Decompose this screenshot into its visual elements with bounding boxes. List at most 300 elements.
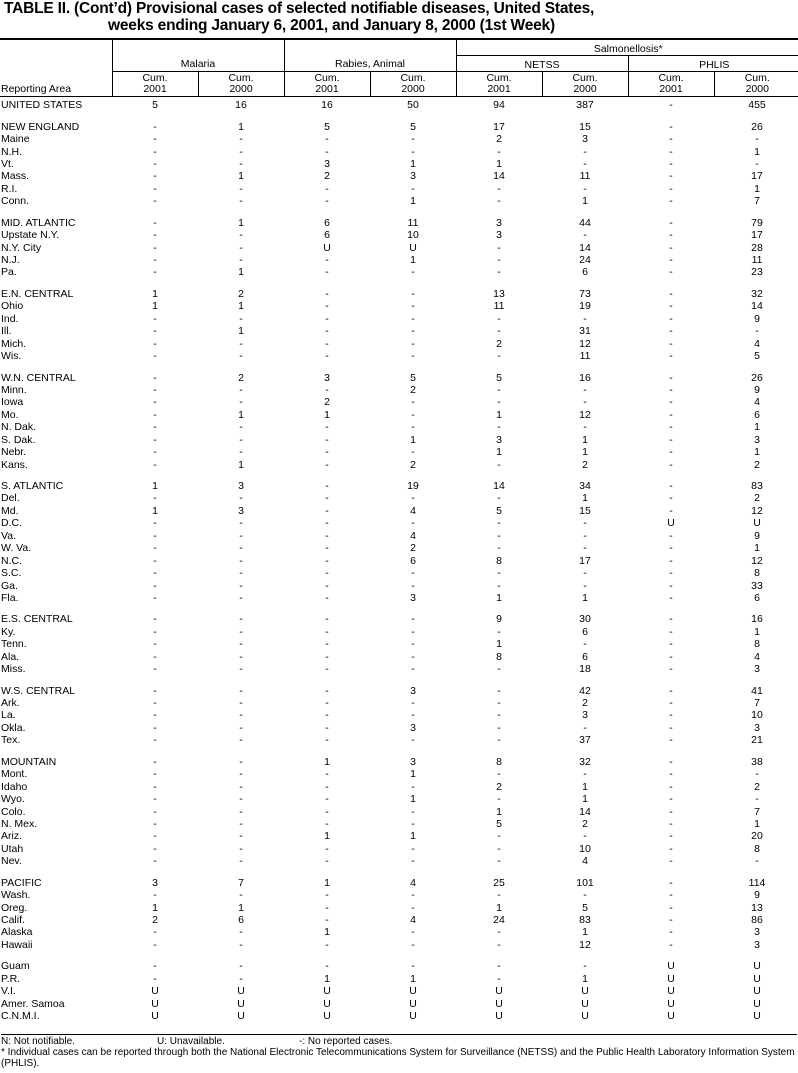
- reporting-area-cell: E.S. CENTRAL: [1, 613, 73, 626]
- value-cell: 14: [579, 805, 591, 818]
- reporting-area-cell: Ky.: [1, 625, 16, 638]
- value-cell: -: [325, 901, 329, 914]
- value-cell: -: [153, 383, 157, 396]
- value-cell: 3: [410, 684, 416, 697]
- table-row: [0, 492, 798, 504]
- value-cell: -: [325, 914, 329, 927]
- value-cell: -: [497, 938, 501, 951]
- value-cell: -: [583, 579, 587, 592]
- value-cell: 2: [496, 337, 502, 350]
- value-cell: -: [583, 229, 587, 242]
- reporting-area-cell: Maine: [1, 133, 30, 146]
- value-cell: -: [153, 650, 157, 663]
- value-cell: 6: [410, 554, 416, 567]
- value-cell: 15: [579, 120, 591, 133]
- rabies-cum-2001-header: Cum. 2001: [284, 72, 370, 97]
- value-cell: -: [153, 216, 157, 229]
- value-cell: -: [325, 889, 329, 902]
- table-row: [0, 554, 798, 566]
- value-cell: 1: [496, 901, 502, 914]
- value-cell: -: [325, 697, 329, 710]
- data-table-container: [0, 38, 798, 1022]
- value-cell: -: [239, 697, 243, 710]
- value-cell: 6: [754, 408, 760, 421]
- value-cell: -: [411, 926, 415, 939]
- value-cell: -: [153, 145, 157, 158]
- value-cell: -: [411, 960, 415, 973]
- value-cell: 1: [582, 492, 588, 505]
- value-cell: -: [669, 567, 673, 580]
- value-cell: 3: [410, 755, 416, 768]
- reporting-area-cell: Minn.: [1, 383, 27, 396]
- value-cell: 4: [754, 396, 760, 409]
- value-cell: -: [497, 241, 501, 254]
- value-cell: -: [669, 554, 673, 567]
- value-cell: -: [239, 350, 243, 363]
- value-cell: -: [669, 480, 673, 493]
- table-row: [0, 830, 798, 842]
- group-spacer: [0, 951, 798, 960]
- value-cell: 1: [582, 433, 588, 446]
- value-cell: U: [667, 1010, 675, 1023]
- value-cell: -: [325, 780, 329, 793]
- value-cell: -: [669, 926, 673, 939]
- value-cell: 38: [751, 755, 763, 768]
- value-cell: -: [325, 842, 329, 855]
- table-body: [0, 97, 798, 1023]
- value-cell: -: [669, 780, 673, 793]
- value-cell: -: [669, 216, 673, 229]
- footnotes: [1, 1034, 797, 1069]
- value-cell: -: [153, 120, 157, 133]
- salmonellosis-header: Salmonellosis*: [456, 39, 798, 56]
- value-cell: 3: [410, 721, 416, 734]
- value-cell: 2: [754, 780, 760, 793]
- value-cell: -: [239, 133, 243, 146]
- value-cell: 3: [324, 371, 330, 384]
- value-cell: -: [325, 492, 329, 505]
- value-cell: 3: [496, 216, 502, 229]
- value-cell: -: [755, 325, 759, 338]
- reporting-area-cell: N.Y. City: [1, 241, 42, 254]
- reporting-area-header: Reporting Area: [0, 39, 112, 97]
- value-cell: -: [325, 855, 329, 868]
- value-cell: -: [497, 350, 501, 363]
- value-cell: 7: [238, 876, 244, 889]
- value-cell: -: [239, 229, 243, 242]
- value-cell: 8: [754, 842, 760, 855]
- table-row: [0, 371, 798, 383]
- value-cell: -: [239, 157, 243, 170]
- reporting-area-cell: Ind.: [1, 312, 19, 325]
- reporting-area-cell: Vt.: [1, 157, 14, 170]
- value-cell: -: [669, 337, 673, 350]
- value-cell: 41: [751, 684, 763, 697]
- value-cell: 2: [324, 170, 330, 183]
- table-row: [0, 697, 798, 709]
- table-row: [0, 855, 798, 867]
- value-cell: 5: [496, 817, 502, 830]
- value-cell: 12: [751, 504, 763, 517]
- value-cell: -: [669, 266, 673, 279]
- table-row: [0, 709, 798, 721]
- value-cell: 23: [751, 266, 763, 279]
- spacer-cell: [0, 208, 798, 217]
- value-cell: U: [667, 972, 675, 985]
- value-cell: -: [411, 889, 415, 902]
- table-row: [0, 877, 798, 889]
- value-cell: 4: [754, 337, 760, 350]
- value-cell: -: [239, 793, 243, 806]
- footnote-not-notifiable: N: Not notifiable.: [1, 1036, 75, 1047]
- value-cell: -: [583, 421, 587, 434]
- value-cell: U: [323, 985, 331, 998]
- value-cell: 1: [238, 408, 244, 421]
- value-cell: -: [497, 383, 501, 396]
- value-cell: 2: [238, 287, 244, 300]
- value-cell: 11: [407, 216, 419, 229]
- value-cell: -: [153, 529, 157, 542]
- value-cell: -: [153, 613, 157, 626]
- value-cell: -: [669, 325, 673, 338]
- value-cell: -: [325, 145, 329, 158]
- value-cell: -: [669, 684, 673, 697]
- rabies-header: Rabies, Animal: [284, 39, 456, 72]
- value-cell: -: [497, 734, 501, 747]
- value-cell: -: [497, 972, 501, 985]
- value-cell: -: [669, 408, 673, 421]
- value-cell: -: [497, 195, 501, 208]
- value-cell: -: [239, 312, 243, 325]
- value-cell: 1: [410, 254, 416, 267]
- value-cell: 1: [410, 768, 416, 781]
- table-row: [0, 818, 798, 830]
- value-cell: -: [669, 855, 673, 868]
- value-cell: -: [669, 591, 673, 604]
- value-cell: -: [755, 157, 759, 170]
- value-cell: 1: [582, 591, 588, 604]
- value-cell: U: [495, 1010, 503, 1023]
- value-cell: 16: [321, 99, 333, 112]
- value-cell: -: [669, 938, 673, 951]
- value-cell: -: [669, 504, 673, 517]
- value-cell: U: [237, 1010, 245, 1023]
- value-cell: 26: [751, 371, 763, 384]
- value-cell: -: [411, 663, 415, 676]
- value-cell: 1: [754, 145, 760, 158]
- value-cell: -: [239, 830, 243, 843]
- reporting-area-cell: Ark.: [1, 697, 20, 710]
- table-row: [0, 756, 798, 768]
- value-cell: -: [669, 241, 673, 254]
- value-cell: -: [411, 579, 415, 592]
- value-cell: -: [583, 529, 587, 542]
- value-cell: U: [753, 960, 761, 973]
- value-cell: U: [409, 1010, 417, 1023]
- reporting-area-cell: Nebr.: [1, 446, 27, 459]
- value-cell: 8: [754, 638, 760, 651]
- value-cell: U: [581, 997, 589, 1010]
- value-cell: -: [411, 133, 415, 146]
- value-cell: 2: [152, 914, 158, 927]
- value-cell: -: [411, 287, 415, 300]
- value-cell: -: [669, 542, 673, 555]
- value-cell: -: [153, 433, 157, 446]
- value-cell: 33: [751, 579, 763, 592]
- value-cell: -: [325, 266, 329, 279]
- value-cell: -: [153, 663, 157, 676]
- reporting-area-cell: Mo.: [1, 408, 19, 421]
- value-cell: -: [239, 337, 243, 350]
- table-row: [0, 684, 798, 696]
- value-cell: U: [581, 985, 589, 998]
- value-cell: -: [239, 780, 243, 793]
- value-cell: -: [239, 529, 243, 542]
- value-cell: -: [153, 755, 157, 768]
- table-row: [0, 780, 798, 792]
- reporting-area-cell: Miss.: [1, 663, 26, 676]
- reporting-area-cell: C.N.M.I.: [1, 1010, 40, 1023]
- reporting-area-cell: UNITED STATES: [1, 99, 83, 112]
- value-cell: -: [497, 926, 501, 939]
- value-cell: 19: [407, 480, 419, 493]
- value-cell: -: [153, 241, 157, 254]
- value-cell: 1: [754, 817, 760, 830]
- value-cell: 455: [748, 99, 766, 112]
- value-cell: -: [325, 684, 329, 697]
- value-cell: U: [237, 985, 245, 998]
- reporting-area-cell: Wis.: [1, 350, 22, 363]
- value-cell: U: [409, 997, 417, 1010]
- value-cell: 1: [238, 266, 244, 279]
- value-cell: -: [411, 145, 415, 158]
- value-cell: -: [669, 613, 673, 626]
- value-cell: -: [669, 120, 673, 133]
- value-cell: -: [669, 383, 673, 396]
- value-cell: 1: [754, 625, 760, 638]
- value-cell: 12: [579, 938, 591, 951]
- reporting-area-cell: Del.: [1, 492, 20, 505]
- value-cell: 5: [152, 99, 158, 112]
- value-cell: -: [755, 855, 759, 868]
- reporting-area-cell: Ga.: [1, 579, 18, 592]
- value-cell: -: [411, 709, 415, 722]
- value-cell: 1: [496, 408, 502, 421]
- value-cell: -: [583, 889, 587, 902]
- value-cell: -: [153, 458, 157, 471]
- value-cell: -: [325, 287, 329, 300]
- netss-cum-2000-header: Cum. 2000: [542, 72, 628, 97]
- value-cell: -: [239, 241, 243, 254]
- value-cell: -: [583, 396, 587, 409]
- reporting-area-cell: N. Dak.: [1, 421, 37, 434]
- table-row: [0, 313, 798, 325]
- value-cell: 3: [582, 133, 588, 146]
- group-spacer: [0, 279, 798, 288]
- value-cell: -: [669, 579, 673, 592]
- reporting-area-cell: N.J.: [1, 254, 20, 267]
- reporting-area-cell: Ala.: [1, 650, 20, 663]
- value-cell: 2: [238, 371, 244, 384]
- value-cell: -: [239, 805, 243, 818]
- table-row: [0, 914, 798, 926]
- value-cell: -: [239, 721, 243, 734]
- value-cell: U: [151, 985, 159, 998]
- value-cell: -: [669, 421, 673, 434]
- value-cell: -: [325, 421, 329, 434]
- value-cell: -: [669, 254, 673, 267]
- value-cell: -: [239, 145, 243, 158]
- reporting-area-cell: Mont.: [1, 768, 28, 781]
- reporting-area-cell: Mass.: [1, 170, 30, 183]
- table-row: [0, 158, 798, 170]
- table-row: [0, 613, 798, 625]
- value-cell: -: [325, 254, 329, 267]
- value-cell: 1: [324, 876, 330, 889]
- value-cell: 1: [238, 325, 244, 338]
- value-cell: -: [239, 768, 243, 781]
- value-cell: -: [239, 567, 243, 580]
- value-cell: -: [239, 383, 243, 396]
- value-cell: -: [497, 396, 501, 409]
- value-cell: -: [325, 567, 329, 580]
- value-cell: -: [325, 182, 329, 195]
- notifiable-diseases-table: [0, 38, 798, 1022]
- value-cell: U: [753, 997, 761, 1010]
- value-cell: -: [325, 591, 329, 604]
- value-cell: -: [239, 889, 243, 902]
- reporting-area-cell: W.N. CENTRAL: [1, 371, 76, 384]
- reporting-area-cell: Mich.: [1, 337, 27, 350]
- value-cell: -: [239, 446, 243, 459]
- value-cell: -: [669, 755, 673, 768]
- value-cell: -: [153, 805, 157, 818]
- value-cell: -: [411, 625, 415, 638]
- value-cell: U: [753, 1010, 761, 1023]
- value-cell: -: [153, 254, 157, 267]
- value-cell: -: [497, 684, 501, 697]
- value-cell: -: [325, 504, 329, 517]
- value-cell: 1: [238, 120, 244, 133]
- value-cell: -: [325, 458, 329, 471]
- table-row: [0, 288, 798, 300]
- value-cell: -: [239, 817, 243, 830]
- reporting-area-cell: Idaho: [1, 780, 28, 793]
- spacer-cell: [0, 951, 798, 960]
- value-cell: 3: [754, 938, 760, 951]
- table-row: [0, 195, 798, 207]
- value-cell: 32: [579, 755, 591, 768]
- value-cell: -: [497, 709, 501, 722]
- value-cell: -: [497, 579, 501, 592]
- value-cell: -: [755, 793, 759, 806]
- table-row: [0, 120, 798, 132]
- value-cell: U: [667, 960, 675, 973]
- table-row: [0, 985, 798, 997]
- table-row: [0, 133, 798, 145]
- value-cell: -: [325, 133, 329, 146]
- spacer-cell: [0, 362, 798, 371]
- table-header: [0, 39, 798, 97]
- value-cell: -: [325, 938, 329, 951]
- value-cell: 1: [582, 793, 588, 806]
- value-cell: -: [497, 182, 501, 195]
- table-row: [0, 663, 798, 675]
- value-cell: -: [411, 567, 415, 580]
- value-cell: 1: [152, 480, 158, 493]
- value-cell: -: [669, 396, 673, 409]
- value-cell: U: [753, 517, 761, 530]
- table-row: [0, 843, 798, 855]
- value-cell: -: [239, 926, 243, 939]
- table-row: [0, 638, 798, 650]
- value-cell: 14: [751, 300, 763, 313]
- value-cell: -: [239, 554, 243, 567]
- reporting-area-cell: Tex.: [1, 734, 21, 747]
- value-cell: -: [153, 554, 157, 567]
- reporting-area-cell: Upstate N.Y.: [1, 229, 60, 242]
- value-cell: -: [153, 325, 157, 338]
- value-cell: -: [669, 99, 673, 112]
- value-cell: -: [497, 663, 501, 676]
- footnote-salmonellosis: * Individual cases can be reported through both the National Electronic Telecommunications System for Surveillance (NETSS) and the Public Health Laboratory Information System (PHLIS).: [1, 1047, 795, 1069]
- table-row: [0, 97, 798, 112]
- phlis-cum-2000-header: Cum. 2000: [714, 72, 798, 97]
- phlis-cum-2001-header: Cum. 2001: [628, 72, 714, 97]
- value-cell: 15: [579, 504, 591, 517]
- value-cell: -: [669, 876, 673, 889]
- table-row: [0, 229, 798, 241]
- reporting-area-cell: N.C.: [1, 554, 22, 567]
- reporting-area-cell: P.R.: [1, 972, 21, 985]
- reporting-area-cell: Conn.: [1, 195, 30, 208]
- value-cell: -: [669, 182, 673, 195]
- value-cell: 11: [579, 170, 591, 183]
- table-row: [0, 517, 798, 529]
- reporting-area-cell: Wyo.: [1, 793, 25, 806]
- value-cell: 2: [582, 697, 588, 710]
- value-cell: -: [153, 625, 157, 638]
- value-cell: 3: [754, 663, 760, 676]
- value-cell: -: [669, 805, 673, 818]
- value-cell: 1: [754, 542, 760, 555]
- value-cell: 1: [410, 433, 416, 446]
- value-cell: -: [153, 350, 157, 363]
- value-cell: -: [153, 337, 157, 350]
- value-cell: -: [669, 768, 673, 781]
- title-line-1: TABLE II. (Cont’d) Provisional cases of selected notifiable diseases, United States,: [4, 0, 595, 17]
- table-row: [0, 997, 798, 1009]
- value-cell: -: [497, 542, 501, 555]
- value-cell: -: [411, 421, 415, 434]
- value-cell: 5: [496, 371, 502, 384]
- value-cell: U: [667, 997, 675, 1010]
- reporting-area-cell: MOUNTAIN: [1, 755, 57, 768]
- value-cell: -: [669, 133, 673, 146]
- value-cell: -: [669, 830, 673, 843]
- value-cell: -: [583, 567, 587, 580]
- reporting-area-cell: Calif.: [1, 914, 25, 927]
- value-cell: -: [411, 855, 415, 868]
- value-cell: -: [153, 170, 157, 183]
- value-cell: -: [153, 492, 157, 505]
- value-cell: -: [497, 254, 501, 267]
- value-cell: -: [153, 780, 157, 793]
- table-row: [0, 960, 798, 972]
- reporting-area-cell: MID. ATLANTIC: [1, 216, 76, 229]
- value-cell: -: [497, 492, 501, 505]
- value-cell: 1: [238, 458, 244, 471]
